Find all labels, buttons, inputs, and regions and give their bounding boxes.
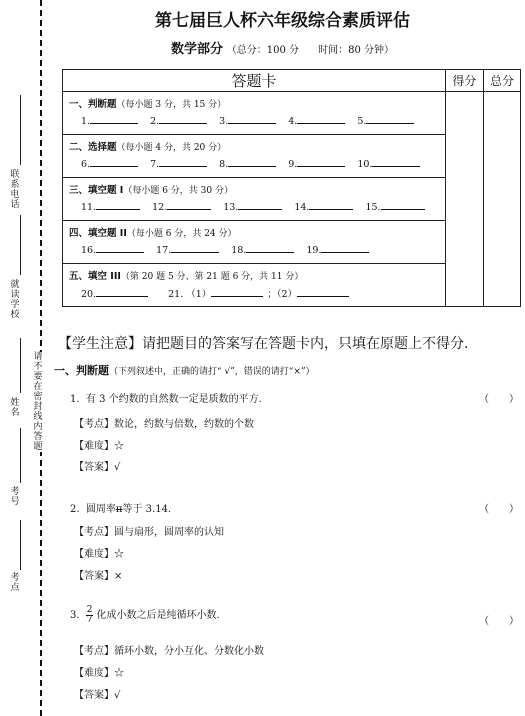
part-one-heading: 一、判断题（下列叙述中，正确的请打“ √”，错误的请打“×”） <box>54 364 315 377</box>
card-section-2: 二、选择题（每小题 4 分，共 20 分） 6. 7. 8. 9. 10. <box>63 135 446 178</box>
answer-blank-7[interactable]: 7. <box>150 157 207 170</box>
name-line <box>20 338 21 393</box>
answer-blank-13[interactable]: 13. <box>223 200 282 213</box>
number-label: 考号 <box>10 487 20 507</box>
answer-blank-2[interactable]: 2. <box>150 114 207 127</box>
school-label: 就读学校 <box>10 280 20 320</box>
q2-nandu: 【难度】☆ <box>74 549 124 560</box>
page-title: 第七届巨人杯六年级综合素质评估 <box>155 11 410 31</box>
score-header: 得分 <box>445 70 483 92</box>
room-label: 考点 <box>10 573 20 593</box>
answer-paren-1[interactable]: （ ） <box>479 394 519 405</box>
answer-blank-10[interactable]: 10. <box>357 157 420 170</box>
answer-card <box>62 69 521 307</box>
answer-blank-18[interactable]: 18. <box>231 243 294 256</box>
phone-line <box>20 95 21 165</box>
room-line <box>20 520 21 570</box>
q1-nandu: 【难度】☆ <box>74 441 124 452</box>
answer-blank-16[interactable]: 16. <box>81 243 144 256</box>
total-score: （总分：100 分 <box>226 45 300 56</box>
q1-daan: 【答案】√ <box>74 462 121 473</box>
answer-blank-9[interactable]: 9. <box>288 157 345 170</box>
answer-blank-21-2[interactable]: ；（2） <box>267 286 349 300</box>
answer-paren-2[interactable]: （ ） <box>479 504 519 515</box>
answer-blank-19[interactable]: 19. <box>306 243 369 256</box>
card-section-5: 五、填空 III（第 20 题 5 分、第 21 题 6 分，共 11 分） 20. 21. （1） ；（2） <box>63 264 446 307</box>
phone-label: 联系电话 <box>10 170 20 210</box>
school-line <box>20 215 21 275</box>
subtitle <box>0 38 525 57</box>
card-section-4: 四、填空题 II（每小题 6 分，共 24 分） 16. 17. 18. 19. <box>63 221 446 264</box>
question-3: 3. $\frac{2}{7}$ 化成小数之后是纯循环小数. <box>70 605 220 625</box>
card-section-3: 三、填空题 I（每小题 6 分，共 30 分） 11. 12. 13. 14. 15. <box>63 178 446 221</box>
seal-notice: 请不要在密封线内答题 <box>31 352 45 452</box>
q2-kaodian: 【考点】圆与扇形，圆周率的认知 <box>74 527 224 538</box>
q1-kaodian: 【考点】数论，约数与倍数，约数的个数 <box>74 419 254 430</box>
fraction-two-sevenths: $\frac{2}{7}$ <box>86 605 93 625</box>
answer-blank-20[interactable]: 20. <box>81 287 148 300</box>
student-notice: 【学生注意】请把题目的答案写在答题卡内，只填在原题上不得分. <box>58 336 469 352</box>
question-2: 2. 圆周率π等于 3.14. <box>70 504 172 515</box>
answer-blank-4[interactable]: 4. <box>288 114 345 127</box>
answer-paren-3[interactable]: （ ） <box>479 616 519 627</box>
question-1: 1. 有 3 个约数的自然数一定是质数的平方. <box>70 394 262 405</box>
answer-blank-8[interactable]: 8. <box>219 157 276 170</box>
score-column[interactable] <box>445 92 483 307</box>
subject-name: 数学部分 <box>170 42 223 57</box>
answer-blank-11[interactable]: 11. <box>81 200 140 213</box>
number-line <box>20 428 21 483</box>
answer-blank-12[interactable]: 12. <box>152 200 211 213</box>
q3-nandu: 【难度】☆ <box>74 668 124 679</box>
total-header: 总分 <box>483 70 520 92</box>
answer-card-title: 答题卡 <box>63 70 446 92</box>
q2-daan: 【答案】× <box>74 571 123 582</box>
q3-daan: 【答案】√ <box>74 690 121 701</box>
name-label: 姓名 <box>10 398 20 418</box>
answer-blank-1[interactable]: 1. <box>81 114 138 127</box>
answer-blank-15[interactable]: 15. <box>365 200 424 213</box>
answer-blank-5[interactable]: 5. <box>357 114 414 127</box>
answer-blank-6[interactable]: 6. <box>81 157 138 170</box>
exam-time: 时间：80 分钟） <box>318 45 395 56</box>
answer-blank-14[interactable]: 14. <box>294 200 353 213</box>
q3-kaodian: 【考点】循环小数，分小互化、分数化小数 <box>74 646 264 657</box>
answer-blank-21-1[interactable]: 21. （1） <box>168 286 263 300</box>
total-column[interactable] <box>483 92 520 307</box>
card-section-1: 一、判断题（每小题 3 分，共 15 分） 1. 2. 3. 4. 5. <box>63 92 446 135</box>
answer-blank-17[interactable]: 17. <box>156 243 219 256</box>
answer-blank-3[interactable]: 3. <box>219 114 276 127</box>
